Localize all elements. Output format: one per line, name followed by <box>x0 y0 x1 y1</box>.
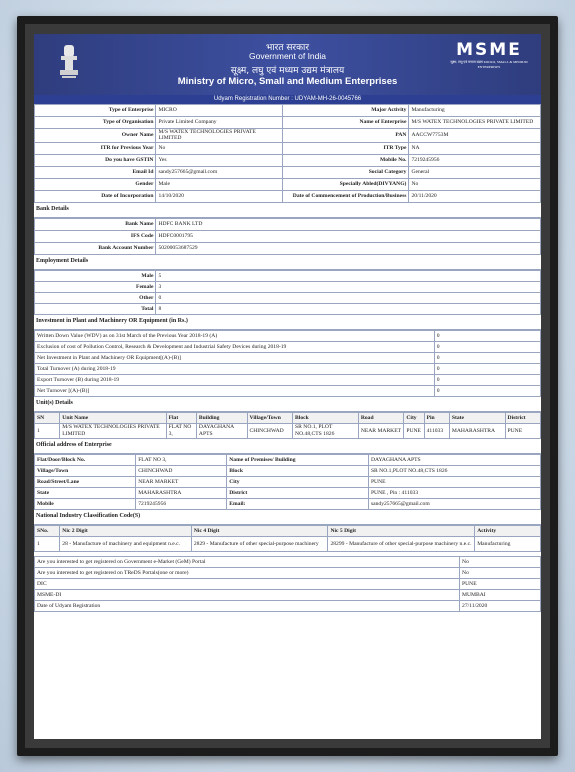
field-value: Male <box>156 178 283 190</box>
enterprise-details-table <box>34 104 541 203</box>
field-value: sandy257665@gmail.com <box>156 166 283 178</box>
investment-table <box>34 330 541 397</box>
table-cell: 1 <box>35 536 60 551</box>
table-row <box>35 166 541 178</box>
table-row <box>35 142 541 154</box>
field-value: 0 <box>434 385 540 396</box>
field-label: Written Down Value (WDV) as on 31st March of the Previous Year 2018-19 (A) <box>35 330 435 341</box>
table-cell: 28 - Manufacture of machinery and equipment n.e.c. <box>60 536 192 551</box>
field-value: NA <box>409 142 541 154</box>
table-cell: DAYAGHANA APTS <box>196 423 247 438</box>
unit-details-heading: Unit(s) Details <box>34 397 541 412</box>
field-value: No <box>409 178 541 190</box>
field-value: 5 <box>156 270 541 281</box>
table-cell: 2829 - Manufacture of other special-purpose machinery <box>191 536 328 551</box>
table-row <box>35 330 541 341</box>
field-label: Net Turnover [(A)-(B)] <box>35 385 435 396</box>
field-label: Type of Organisation <box>35 117 156 129</box>
field-value: 0 <box>434 330 540 341</box>
field-value: No <box>156 142 283 154</box>
field-value: 7219245956 <box>136 498 227 509</box>
table-cell: SR NO.1, PLOT NO.48,CTS 1826 <box>293 423 359 438</box>
table-row <box>35 178 541 190</box>
table-row <box>35 363 541 374</box>
table-row <box>35 498 541 509</box>
field-value: 0 <box>434 341 540 352</box>
field-value: HDFC0001795 <box>156 230 541 242</box>
field-value: 0 <box>156 292 541 303</box>
table-cell: PUNE <box>505 423 540 438</box>
field-label: Date of Udyam Registration <box>35 600 460 611</box>
table-row <box>35 190 541 202</box>
field-label: Are you interested to get registered on Government e-Market (GeM) Portal <box>35 556 460 567</box>
employment-details-heading: Employment Details <box>34 255 541 270</box>
table-row <box>35 385 541 396</box>
field-label: Specially Abled(DIVYANG) <box>282 178 409 190</box>
unit-details-table <box>34 412 541 439</box>
field-label: Mobile <box>35 498 136 509</box>
field-value: 7219245956 <box>409 154 541 166</box>
field-label: Total <box>35 303 156 314</box>
table-row <box>35 600 541 611</box>
field-value: MUMBAI <box>460 589 541 600</box>
table-row <box>35 270 541 281</box>
nic-table <box>34 525 541 552</box>
field-label: Type of Enterprise <box>35 105 156 117</box>
field-label: Social Category <box>282 166 409 178</box>
field-value: 8 <box>156 303 541 314</box>
field-label: MSME-DI <box>35 589 460 600</box>
field-label: District <box>227 487 369 498</box>
field-label: Major Activity <box>282 105 409 117</box>
table-cell: MAHARASHTRA <box>449 423 505 438</box>
field-label: Email Id <box>35 166 156 178</box>
hindi-ministry-label: सूक्ष्म, लघु एवं मध्यम उद्यम मंत्रालय <box>230 66 345 76</box>
bank-details-table <box>34 218 541 255</box>
table-cell: PUNE <box>404 423 424 438</box>
field-value: 0 <box>434 352 540 363</box>
table-cell: CHINCHWAD <box>247 423 293 438</box>
field-value: MICRO <box>156 105 283 117</box>
field-label: Date of Incorporation <box>35 190 156 202</box>
field-label: Total Turnover (A) during 2018-19 <box>35 363 435 374</box>
column-header: Activity <box>475 525 541 536</box>
table-row <box>35 242 541 254</box>
nic-heading: National Industry Classification Code(S) <box>34 510 541 525</box>
table-row <box>35 129 541 143</box>
certificate-header <box>34 34 541 95</box>
ministry-label: Ministry of Micro, Small and Medium Enterprises <box>177 76 398 87</box>
table-row <box>35 374 541 385</box>
field-value: 14/10/2020 <box>156 190 283 202</box>
field-label: Bank Name <box>35 218 156 230</box>
investment-heading: Investment in Plant and Machinery OR Equipment (in Rs.) <box>34 315 541 330</box>
field-label: Exclusion of cost of Pollution Control, Research & Development and Industrial Safety Devices during 2018-19 <box>35 341 435 352</box>
field-value: HDFC BANK LTD <box>156 218 541 230</box>
field-value: sandy257665@gmail.com <box>368 498 540 509</box>
field-label: Flat/Door/Block No. <box>35 454 136 465</box>
table-row <box>35 465 541 476</box>
table-cell: FLAT NO 3, <box>166 423 196 438</box>
table-row <box>35 423 541 438</box>
table-cell: 1 <box>35 423 60 438</box>
certificate <box>34 34 541 739</box>
table-row <box>35 341 541 352</box>
field-label: Gender <box>35 178 156 190</box>
field-label: Block <box>227 465 369 476</box>
column-header: Unit Name <box>60 412 166 423</box>
table-cell: Manufacturing <box>475 536 541 551</box>
table-row <box>35 578 541 589</box>
table-row <box>35 487 541 498</box>
official-address-table <box>34 454 541 510</box>
field-label: Do you have GSTIN <box>35 154 156 166</box>
table-cell: 411033 <box>424 423 449 438</box>
additional-info-table <box>34 556 541 612</box>
table-row <box>35 589 541 600</box>
field-label: PAN <box>282 129 409 143</box>
employment-table <box>34 270 541 315</box>
field-value: 50200053687529 <box>156 242 541 254</box>
field-value: M/S WATEX TECHNOLOGIES PRIVATE LIMITED <box>156 129 283 143</box>
table-row <box>35 536 541 551</box>
table-cell: NEAR MARKET <box>358 423 404 438</box>
column-header: Nic 5 Digit <box>328 525 475 536</box>
table-row <box>35 154 541 166</box>
field-label: Export Turnover (B) during 2018-19 <box>35 374 435 385</box>
table-row <box>35 218 541 230</box>
field-value: CHINCHWAD <box>136 465 227 476</box>
table-row <box>35 303 541 314</box>
field-value: PUNE , Pin : 411033 <box>368 487 540 498</box>
bank-details-heading: Bank Details <box>34 203 541 218</box>
field-value: PUNE <box>460 578 541 589</box>
field-value: PUNE <box>368 476 540 487</box>
table-row <box>35 454 541 465</box>
field-value: 20/11/2020 <box>409 190 541 202</box>
official-address-heading: Official address of Enterprise <box>34 439 541 454</box>
field-label: Email: <box>227 498 369 509</box>
column-header: Nic 4 Digit <box>191 525 328 536</box>
table-cell: M/S WATEX TECHNOLOGIES PRIVATE LIMITED <box>60 423 166 438</box>
field-value: M/S WATEX TECHNOLOGIES PRIVATE LIMITED <box>409 117 541 129</box>
field-value: Private Limited Company <box>156 117 283 129</box>
field-value: General <box>409 166 541 178</box>
column-header: Flat <box>166 412 196 423</box>
field-value: Yes <box>156 154 283 166</box>
field-value: No <box>460 556 541 567</box>
field-value: MAHARASHTRA <box>136 487 227 498</box>
field-label: IFS Code <box>35 230 156 242</box>
field-value: AACCW7753M <box>409 129 541 143</box>
field-value: Manufacturing <box>409 105 541 117</box>
field-label: Village/Town <box>35 465 136 476</box>
field-label: Male <box>35 270 156 281</box>
field-label: Are you interested to get registered on TReDS Portals(one or more) <box>35 567 460 578</box>
column-header: Road <box>358 412 404 423</box>
field-value: 0 <box>434 363 540 374</box>
field-label: DIC <box>35 578 460 589</box>
hindi-government-label: भारत सरकार <box>265 43 310 53</box>
field-label: Name of Premises/ Building <box>227 454 369 465</box>
field-value: FLAT NO 3, <box>136 454 227 465</box>
column-header: Building <box>196 412 247 423</box>
table-row <box>35 105 541 117</box>
field-value: DAYAGHANA APTS <box>368 454 540 465</box>
column-header: State <box>449 412 505 423</box>
field-label: Date of Commencement of Production/Business <box>282 190 409 202</box>
table-cell: 28299 - Manufacture of other special-purpose machinery n.e.c. <box>328 536 475 551</box>
table-row <box>35 567 541 578</box>
field-label: ITR Type <box>282 142 409 154</box>
table-row <box>35 352 541 363</box>
field-label: Name of Enterprise <box>282 117 409 129</box>
table-row <box>35 117 541 129</box>
field-label: Other <box>35 292 156 303</box>
table-row <box>35 476 541 487</box>
column-header: District <box>505 412 540 423</box>
field-value: NEAR MARKET <box>136 476 227 487</box>
field-label: Net Investment in Plant and Machinery OR Equipment[(A)-(B)] <box>35 352 435 363</box>
table-row <box>35 230 541 242</box>
government-label: Government of India <box>248 51 326 61</box>
msme-logo: MSME सूक्ष्म, लघु एवं मध्यम उद्यम MICRO, SMALL & MEDIUM ENTERPRISES <box>450 40 528 69</box>
field-label: State <box>35 487 136 498</box>
column-header: Pin <box>424 412 449 423</box>
field-label: Mobile No. <box>282 154 409 166</box>
field-value: 0 <box>434 374 540 385</box>
column-header: Village/Town <box>247 412 293 423</box>
field-value: No <box>460 567 541 578</box>
table-row <box>35 281 541 292</box>
column-header: Nic 2 Digit <box>60 525 192 536</box>
column-header: SN <box>35 412 60 423</box>
table-row <box>35 292 541 303</box>
table-row <box>35 556 541 567</box>
field-value: 27/11/2020 <box>460 600 541 611</box>
field-label: Owner Name <box>35 129 156 143</box>
field-label: Road/Street/Lane <box>35 476 136 487</box>
column-header: Block <box>293 412 359 423</box>
field-label: ITR for Previous Year <box>35 142 156 154</box>
registration-number: Udyam Registration Number : UDYAM-MH-26-0045766 <box>34 95 541 104</box>
field-label: Female <box>35 281 156 292</box>
field-value: SR NO.1,PLOT NO.48,CTS 1826 <box>368 465 540 476</box>
field-label: City <box>227 476 369 487</box>
field-label: Bank Account Number <box>35 242 156 254</box>
column-header: City <box>404 412 424 423</box>
column-header: SNo. <box>35 525 60 536</box>
field-value: 3 <box>156 281 541 292</box>
